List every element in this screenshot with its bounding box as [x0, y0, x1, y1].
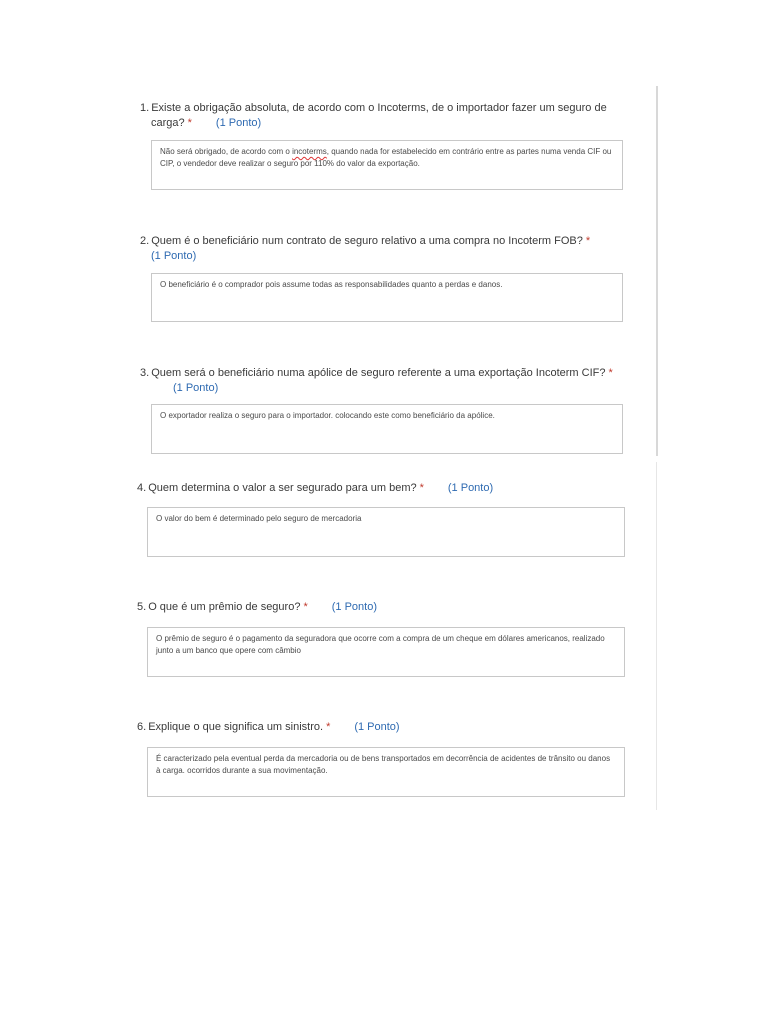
scrollbar-track-bottom[interactable]: [656, 462, 657, 810]
points-label: (1 Ponto): [215, 117, 262, 129]
answer-field-2[interactable]: O beneficiário é o comprador pois assume todas as responsabilidades quanto a perdas e danos.: [151, 273, 623, 322]
answer-field-4[interactable]: O valor do bem é determinado pelo seguro de mercadoria: [147, 507, 625, 557]
answer-field-1[interactable]: Não será obrigado, de acordo com o incoterms, quando nada for estabelecido em contrário entre as partes numa venda CIF ou CIP, o vendedor deve realizar o seguro por 110% do valor da exportação.: [151, 140, 623, 190]
question-5-title: 5. O que é um prêmio de seguro? * (1 Ponto): [137, 601, 377, 613]
points-label: (1 Ponto): [151, 250, 197, 262]
question-4-title: 4. Quem determina o valor a ser segurado para um bem? * (1 Ponto): [137, 482, 494, 494]
question-6-title: 6. Explique o que significa um sinistro. * (1 Ponto): [137, 721, 400, 733]
answer-field-6[interactable]: É caracterizado pela eventual perda da mercadoria ou de bens transportados em decorrência de acidentes de trânsito ou danos à carga. ocorridos durante a sua movimentação.: [147, 747, 625, 797]
points-label: (1 Ponto): [173, 382, 219, 394]
required-marker: *: [303, 601, 308, 613]
points-label: (1 Ponto): [447, 482, 494, 494]
required-marker: *: [585, 235, 591, 247]
points-label: (1 Ponto): [354, 721, 400, 733]
required-marker: *: [419, 482, 424, 494]
scrollbar-track-top[interactable]: [656, 86, 658, 456]
required-marker: *: [187, 117, 192, 129]
required-marker: *: [608, 367, 613, 379]
answer-field-5[interactable]: O prêmio de seguro é o pagamento da seguradora que ocorre com a compra de um cheque em dólares americanos, realizado junto a um banco que opere com câmbio: [147, 627, 625, 677]
answer-field-3[interactable]: O exportador realiza o seguro para o importador. colocando este como beneficiário da apólice.: [151, 404, 623, 454]
misspelled-word: incoterms: [292, 147, 327, 156]
required-marker: *: [326, 721, 331, 733]
question-3-title: 3. Quem será o beneficiário numa apólice de seguro referente a uma exportação Incoterm CIF? * (1 Ponto): [140, 367, 613, 394]
points-label: (1 Ponto): [331, 601, 377, 613]
question-2-title: 2. Quem é o beneficiário num contrato de seguro relativo a uma compra no Incoterm FOB? * (1 Ponto): [140, 235, 591, 262]
question-1-title: 1. Existe a obrigação absoluta, de acordo com o Incoterms, de o importador fazer um seguro de carga? * (1 Ponto): [140, 102, 607, 129]
